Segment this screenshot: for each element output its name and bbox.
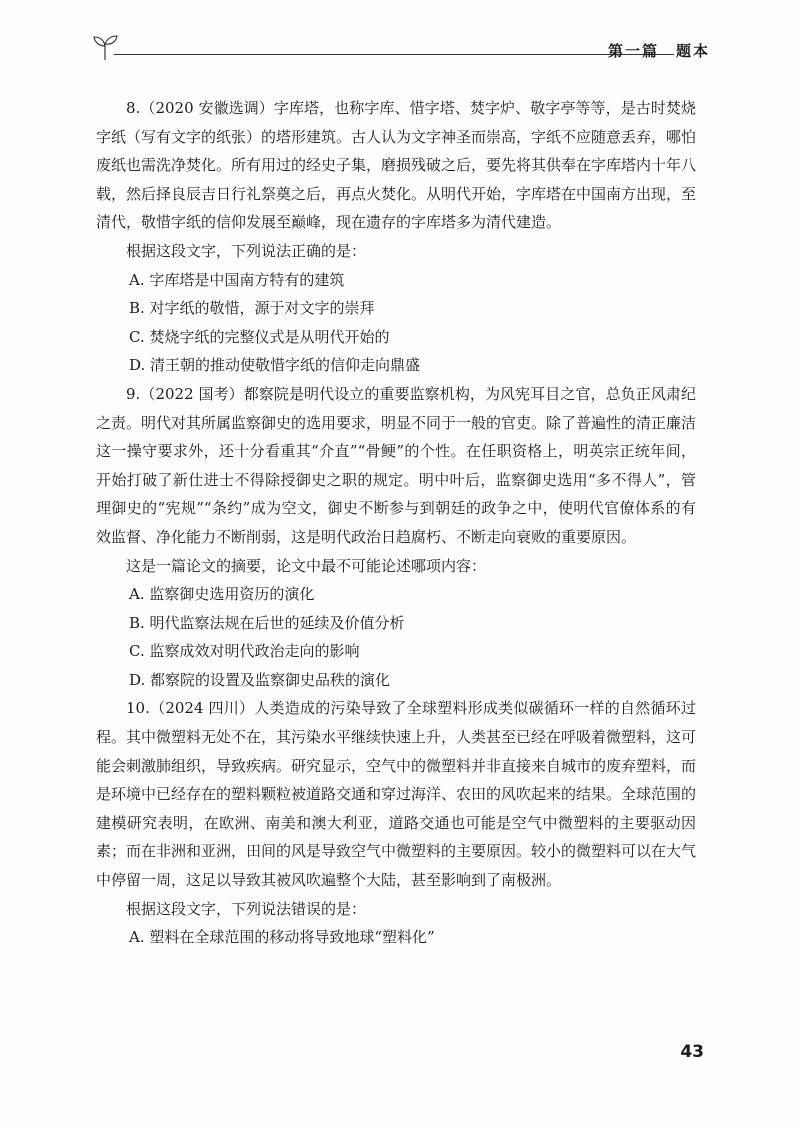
option-d: D. 清王朝的推动使敬惜字纸的信仰走向鼎盛 <box>129 356 421 375</box>
option-d: D. 都察院的设置及监察御史品秩的演化 <box>129 670 391 689</box>
question-stem: 10.（2024 四川）人类造成的污染导致了全球塑料形成类似碳循环一样的自然循环过程。其中微塑料无处不在，其污染水平继续快速上升，人类甚至已经在呼吸着微塑料，这可能会刺激肺组织，导致疾病。研究显示，空气中的微塑料并非直接来自城市的废弃塑料，而是环境中已经存在的塑料颗粒被道路交通和穿过海洋、农田的风吹起来的结果。全球范围的建模研究表明，在欧洲、南美和澳大利亚，道路交通也可能是空气中微塑料的主要驱动因素；而在非洲和亚洲，田间的风是导致空气中微塑料的主要原因。较小的微塑料可以在大气中停留一周，这足以导致其被风吹遍整个大陆，甚至影响到了南极洲。 <box>96 699 697 890</box>
option-a: A. 塑料在全球范围的移动将导致地球“塑料化” <box>129 928 435 947</box>
header-rule <box>114 54 674 55</box>
option-c: C. 焚烧字纸的完整仪式是从明代开始的 <box>129 327 390 346</box>
option-c: C. 监察成效对明代政治走向的影响 <box>129 642 360 661</box>
section-title: 第一篇 题本 <box>607 42 710 60</box>
page-header <box>90 32 710 62</box>
question-prompt: 这是一篇论文的摘要，论文中最不可能论述哪项内容： <box>126 556 487 575</box>
question-stem: 8.（2020 安徽选调）字库塔，也称字库、惜字塔、焚字炉、敬字亭等等，是古时焚烧字纸（写有文字的纸张）的塔形建筑。古人认为文字神圣而崇高，字纸不应随意丢弃，哪怕废纸也需洗净焚化。所有用过的经史子集，磨损残破之后，要先将其供奉在字库塔内十年八载，然后择良辰吉日行礼祭奠之后，再点火焚化。从明代开始，字库塔在中国南方出现，至清代，敬惜字纸的信仰发展至巅峰，现在遗存的字库塔多为清代建造。 <box>96 99 697 232</box>
question-content <box>96 94 696 952</box>
question-prompt: 根据这段文字，下列说法正确的是： <box>126 241 367 260</box>
option-b: B. 对字纸的敬惜，源于对文字的崇拜 <box>129 299 375 318</box>
option-b: B. 明代监察法规在后世的延续及价值分析 <box>129 613 405 632</box>
question-10 <box>96 694 696 951</box>
option-a: A. 字库塔是中国南方特有的建筑 <box>129 270 345 289</box>
sprout-icon <box>90 32 120 62</box>
question-stem: 9.（2022 国考）都察院是明代设立的重要监察机构，为风宪耳目之官，总负正风肃纪之责。明代对其所属监察御史的选用要求，明显不同于一般的官吏。除了普遍性的清正廉洁这一操守要求外，还十分看重其“介直”“骨鲠”的个性。在任职资格上，明英宗正统年间，开始打破了新仕进士不得除授御史之职的规定。明中叶后，监察御史选用“多不得人”，管理御史的“宪规”“条约”成为空文，御史不断参与到朝廷的政争之中，使明代官僚体系的有效监督、净化能力不断削弱，这是明代政治日趋腐朽、不断走向衰败的重要原因。 <box>96 384 697 546</box>
question-9 <box>96 380 696 695</box>
question-prompt: 根据这段文字，下列说法错误的是： <box>126 899 367 918</box>
page-number: 43 <box>680 1042 704 1062</box>
option-a: A. 监察御史选用资历的演化 <box>129 585 315 604</box>
question-8 <box>96 94 696 380</box>
